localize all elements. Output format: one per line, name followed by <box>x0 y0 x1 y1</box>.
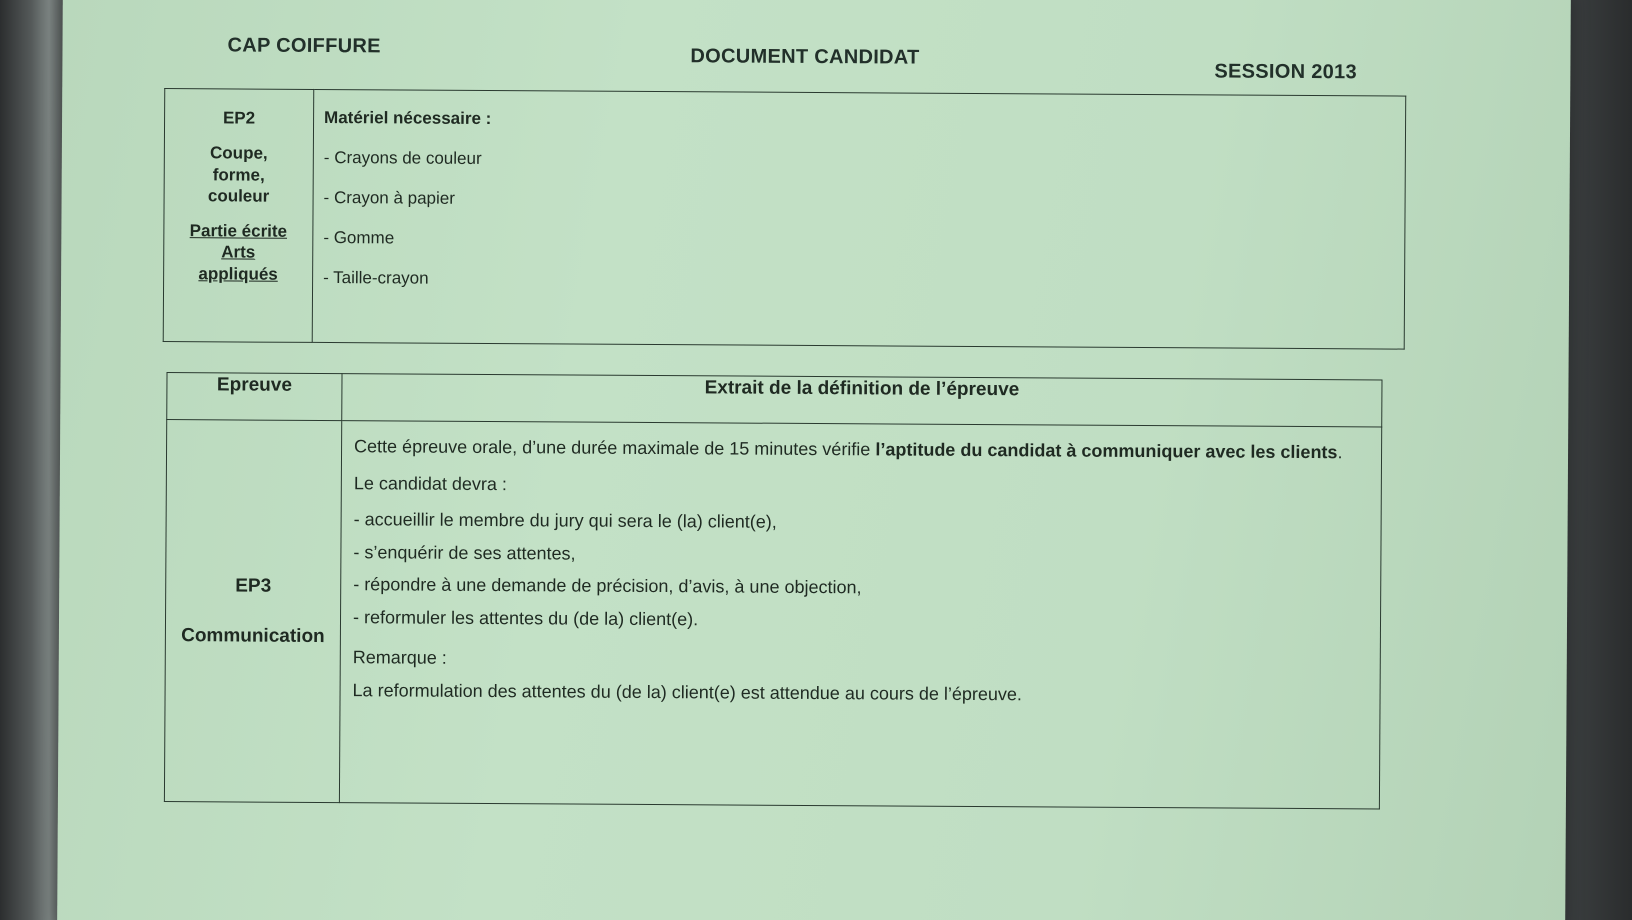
ep3-definition-cell <box>339 421 1381 809</box>
ep2-label-cell <box>163 89 314 343</box>
ep3-label-cell <box>164 420 341 803</box>
ep3-subject: Communication <box>181 624 325 647</box>
material-item: - Crayons de couleur <box>323 148 482 168</box>
ep2-subject-line: couleur <box>207 186 270 206</box>
ep2-materials-cell <box>312 89 1406 349</box>
header-diploma: CAP COIFFURE <box>227 34 381 58</box>
ep3-intro-prefix: Cette épreuve orale, d’une durée maximale de 15 minutes vérifie <box>354 436 876 460</box>
header-document-type: DOCUMENT CANDIDAT <box>690 45 920 69</box>
background-right <box>1562 0 1632 920</box>
task-item: - accueillir le membre du jury qui sera le (la) client(e), <box>353 509 777 532</box>
remark-heading: Remarque : <box>352 647 447 668</box>
ep2-part <box>170 220 306 285</box>
ep3-code: EP3 <box>235 574 272 597</box>
ep3-intro-bold: l’aptitude du candidat à communiquer avec les clients <box>875 439 1338 463</box>
material-item: - Crayon à papier <box>323 187 455 208</box>
ep3-intro <box>354 435 1371 464</box>
ep2-materials-table <box>163 88 1407 350</box>
ep3-definition-table <box>164 372 1383 809</box>
material-item: - Gomme <box>323 227 395 248</box>
materials-heading: Matériel nécessaire : <box>324 108 492 129</box>
task-item: - reformuler les attentes du (de la) client(e). <box>352 606 699 629</box>
candidate-heading: Le candidat devra : <box>353 472 508 494</box>
remark-text: La reformulation des attentes du (de la) client(e) est attendue au cours de l’épreuve. <box>352 679 1023 704</box>
ep2-part-line: appliqués <box>198 263 278 284</box>
ep2-subject <box>171 142 307 207</box>
header-session: SESSION 2013 <box>1214 60 1358 84</box>
task-item: - s’enquérir de ses attentes, <box>353 541 576 564</box>
material-item: - Taille-crayon <box>323 267 429 288</box>
ep2-part-line: Arts <box>221 242 256 262</box>
ep2-code: EP2 <box>222 108 256 128</box>
document-sheet <box>57 0 1571 920</box>
ep2-subject-line: forme, <box>212 164 265 185</box>
ep2-subject-line: Coupe, <box>209 143 268 163</box>
column-header-extrait: Extrait de la définition de l’épreuve <box>342 374 1382 427</box>
column-header-epreuve: Epreuve <box>167 373 342 421</box>
ep2-part-line: Partie écrite <box>189 221 288 241</box>
ep3-intro-suffix: . <box>1337 442 1343 463</box>
task-item: - répondre à une demande de précision, d’avis, à une objection, <box>353 574 862 598</box>
